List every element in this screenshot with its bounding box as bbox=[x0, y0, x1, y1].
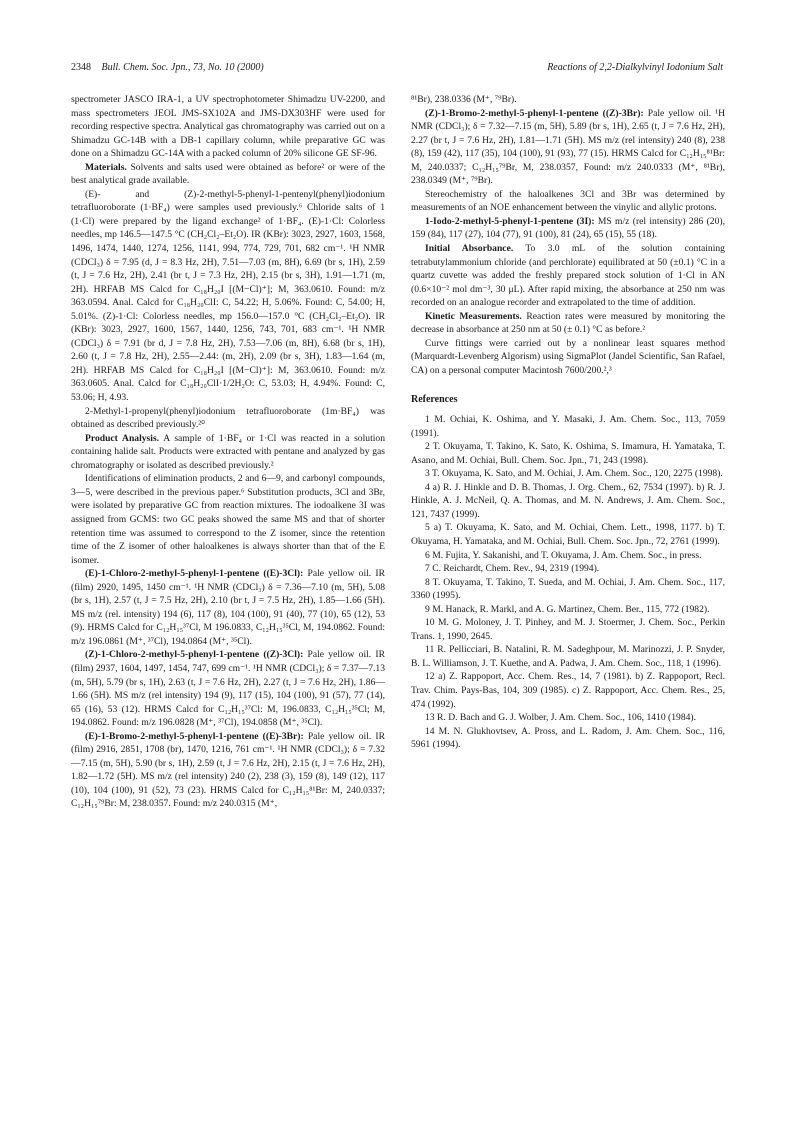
paragraph-instruments: spectrometer JASCO IRA-1, a UV spectrophotometer Shimadzu UV-2200, and mass spectrometers JEOL JMS-SX102A and JMS-DX303HF were used for recording respective spectra. Analytical gas chromatography was carried out on a Shimadzu GC-14B with a DB-1 capillary column, while preparative GC was done on a Shimadzu GC-14A with a packed column of 20% silicone GE SF-96. bbox=[71, 94, 385, 160]
running-title: Reactions of 2,2-Dialkylvinyl Iodonium Salt bbox=[547, 62, 723, 73]
reference-item: 14 M. N. Glukhovtsev, A. Pross, and L. Radom, J. Am. Chem. Soc., 116, 5961 (1994). bbox=[411, 725, 725, 751]
paragraph-salts: (E)- and (Z)-2-methyl-5-phenyl-1-pentenyl(phenyl)iodonium tetrafluoroborate (1·BF₄) were samples used previously.⁶ Chloride salts of 1 (1·Cl) were prepared by the ligand exchange² of 1·BF₄. (E)-1·Cl: Colorless needles, mp 146.5—147.5 °C (CH₂Cl₂–Et₂O). IR (KBr): 3023, 2927, 1603, 1568, 1496, 1474, 1440, 1274, 1256, 1141, 994, 774, 729, 701, 682 cm⁻¹. ¹H NMR (CDCl₃) δ = 7.95 (d, J = 8.3 Hz, 2H), 7.51—7.03 (m, 8H), 6.69 (br s, 1H), 2.59 (t, J = 7.6 Hz, 2H), 2.41 (br t, J = 7.3 Hz, 2H), 2.15 (br s, 3H), 1.91—1.71 (m, 2H). HRFAB MS Calcd for C₁₈H₂₀I [(M−Cl)⁺]; M, 363.0610. Found: m/z 363.0594. Anal. Calcd for C₁₈H₂₀ClI: C, 54.22; H, 5.06%. Found: C, 54.00; H, 5.01%. (Z)-1·Cl: Colorless needles, mp 156.0—157.0 °C (CH₂Cl₂–Et₂O). IR (KBr): 3023, 2927, 1600, 1567, 1440, 1256, 743, 701, 683 cm⁻¹. ¹H NMR (CDCl₃) δ = 7.91 (br d, J = 7.8 Hz, 2H), 7.53—7.06 (m, 8H), 6.68 (br s, 1H), 2.60 (t, J = 7.8 Hz, 2H), 2.55—2.44: (m, 2H), 2.09 (br s, 3H), 1.83—1.64 (m, 2H). HRFAB MS Calcd for C₁₈H₂₀I [(M−Cl)⁺]: M, 363.0610. Found: m/z 363.0605. Anal. Calcd for C₁₈H₂₀ClI·1/2H₂O: C, 53.03; H, 4.94%. Found: C, 53.06; H, 4.93. bbox=[71, 188, 385, 404]
right-column bbox=[411, 93, 725, 752]
compound-head-e3br: (E)-1-Bromo-2-methyl-5-phenyl-1-pentene ((E)-3Br): bbox=[85, 730, 304, 742]
materials-text: Solvents and salts used were obtained as before² or were of the best analytical grade available. bbox=[71, 161, 385, 187]
reference-item: 5 a) T. Okuyama, K. Sato, and M. Ochiai, Chem. Lett., 1998, 1177. b) T. Okuyama, H. Yamataka, and M. Ochiai, Bull. Chem. Soc. Jpn., 72, 2761 (1999). bbox=[411, 522, 725, 547]
paragraph-1m: 2-Methyl-1-propenyl(phenyl)iodonium tetrafluoroborate (1m·BF₄) was obtained as described previously.²⁰ bbox=[71, 405, 385, 431]
compound-text-e3br: Pale yellow oil. IR (film) 2916, 2851, 1708 (br), 1470, 1216, 761 cm⁻¹. ¹H NMR (CDCl₃); δ = 7.32—7.15 (m, 5H), 5.90 (br s, 1H), 2.59 (t, J = 7.6 Hz, 2H), 2.15 (t, J = 7.6 Hz, 2H), 1.82—1.72 (5H). MS m/z (rel intensity) 240 (2), 238 (3), 159 (8), 149 (12), 117 (10), 104 (100), 91 (52), 73 (23). HRMS Calcd for C₁₂H₁₅⁸¹Br: M, 240.0337; C₁₂H₁₅⁷⁹Br: M, 238.0357. Found: m/z 240.0315 (M⁺, bbox=[71, 730, 385, 810]
compound-text-z3br: Pale yellow oil. ¹H NMR (CDCl₃); δ = 7.32—7.15 (m, 5H), 5.89 (br s, 1H), 2.65 (t, J = 7.6 Hz, 2H), 2.27 (br t, J = 7.6 Hz, 2H), 1.81—1.71 (5H). MS m/z (rel intensity) 240 (8), 238 (8), 159 (42), 117 (35), 104 (100), 91 (93), 77 (15). HRMS Calcd for C₁₂H₁₅⁸¹Br: M, 240.0337; C₁₂H₁₅⁷⁹Br, M, 238.0357, Found: m/z 240.0333 (M⁺, ⁸¹Br), 238.0349 (M⁺, ⁷⁹Br). bbox=[411, 107, 725, 187]
reference-item: 10 M. G. Moloney, J. T. Pinhey, and M. J. Stoermer, J. Chem. Soc., Perkin Trans. 1, 1990, 2645. bbox=[411, 617, 725, 642]
reference-item: 2 T. Okuyama, T. Takino, K. Sato, K. Oshima, S. Imamura, H. Yamataka, T. Asano, and M. Ochiai, Bull. Chem. Soc. Jpn., 71, 243 (1998). bbox=[411, 441, 725, 466]
paragraph-product-analysis bbox=[71, 432, 385, 473]
compound-head-z3cl: (Z)-1-Chloro-2-methyl-5-phenyl-1-pentene ((Z)-3Cl): bbox=[85, 649, 304, 661]
running-header bbox=[71, 62, 723, 76]
product-analysis-text: A sample of 1·BF₄ or 1·Cl was reacted in a solution containing halide salt. Products were extracted with pentane and analyzed by gas chromatography or isolated as described previously.² bbox=[71, 432, 385, 471]
reference-item: 6 M. Fujita, Y. Sakanishi, and T. Okuyama, J. Am. Chem. Soc., in press. bbox=[425, 549, 702, 561]
reference-item: 11 R. Pellicciari, B. Natalini, R. M. Sadeghpour, M. Marinozzi, J. P. Snyder, B. L. Williamson, J. T. Kuethe, and A. Padwa, J. Am. Chem. Soc., 118, 1 (1996). bbox=[411, 644, 725, 669]
compound-head-z3br: (Z)-1-Bromo-2-methyl-5-phenyl-1-pentene ((Z)-3Br): bbox=[425, 107, 644, 119]
compound-text-3i: MS m/z (rel intensity) 286 (20), 159 (84), 117 (27), 104 (77), 91 (100), 81 (24), 65 (15), 55 (18). bbox=[411, 215, 725, 241]
journal-citation: Bull. Chem. Soc. Jpn., 73, No. 10 (2000) bbox=[101, 62, 264, 73]
page-number: 2348 bbox=[71, 62, 91, 73]
section-head-kinetic: Kinetic Measurements. bbox=[425, 310, 522, 322]
reference-item: 8 T. Okuyama, T. Takino, T. Sueda, and M. Ochiai, J. Am. Chem. Soc., 117, 3360 (1995). bbox=[411, 576, 725, 602]
paragraph-kinetic bbox=[411, 310, 725, 337]
paragraph-e3cl bbox=[71, 567, 385, 648]
compound-head-e3cl: (E)-1-Chloro-2-methyl-5-phenyl-1-pentene ((E)-3Cl): bbox=[85, 568, 304, 580]
reference-item: 12 a) Z. Rappoport, Acc. Chem. Res., 14, 7 (1981). b) Z. Rappoport, Recl. Trav. Chim. Pays-Bas, 104, 309 (1985). c) Z. Rappoport, Acc. Chem. Res., 25, 474 (1992). bbox=[411, 671, 725, 710]
reference-item: 3 T. Okuyama, K. Sato, and M. Ochiai, J. Am. Chem. Soc., 120, 2275 (1998). bbox=[425, 468, 723, 480]
reference-item: 7 C. Reichardt, Chem. Rev., 94, 2319 (1994). bbox=[425, 563, 600, 575]
left-column bbox=[71, 93, 385, 811]
paragraph-continued: ⁸¹Br), 238.0336 (M⁺, ⁷⁹Br). bbox=[411, 94, 517, 105]
paragraph-stereochemistry: Stereochemistry of the haloalkenes 3Cl and 3Br was determined by measurements of an NOE enhancement between the vinylic and allylic protons. bbox=[411, 188, 725, 214]
section-head-initial-absorbance: Initial Absorbance. bbox=[425, 243, 514, 255]
section-head-materials: Materials. bbox=[85, 161, 127, 173]
paragraph-3i bbox=[411, 215, 725, 242]
reference-item: 1 M. Ochiai, K. Oshima, and Y. Masaki, J. Am. Chem. Soc., 113, 7059 (1991). bbox=[411, 414, 725, 439]
compound-text-z3cl: Pale yellow oil. IR (film) 2937, 1604, 1497, 1454, 747, 699 cm⁻¹. ¹H NMR (CDCl₃); δ = 7.37—7.13 (m, 5H), 5.79 (br s, 1H), 2.63 (t, J = 7.6 Hz, 2H), 2.27 (t, J = 7.6 Hz, 2H), 1.86—1.66 (5H). MS m/z (rel intensity) 194 (9), 117 (15), 104 (100), 91 (57), 77 (14), 65 (16), 53 (12). HRMS Calcd for C₁₂H₁₅³⁷Cl: M, 196.0833, C₁₂H₁₅³⁵Cl; M, 194.0862. Found: m/z 196.0828 (M⁺, ³⁷Cl), 194.0858 (M⁺, ³⁵Cl). bbox=[71, 649, 386, 729]
paragraph-curve-fitting: Curve fittings were carried out by a nonlinear least squares method (Marquardt-Levenberg Algorism) using SigmaPlot (Jandel Scientific, San Rafael, CA) on a personal computer Macintosh 7600/200.²,³ bbox=[411, 337, 725, 376]
initial-absorbance-text: To 3.0 mL of the solution containing tetrabutylammonium chloride (and perchlorate) equilibrated at 50 (±0.1) °C in a quartz cuvette was added the freshly prepared stock solution of 1·Cl in AN (0.6×10⁻² mol dm⁻³, 30 μL). After rapid mixing, the absorbance at 250 nm was recorded on an analogue recorder and extrapolated to the time of addition. bbox=[411, 243, 725, 309]
references-heading: References bbox=[411, 394, 458, 406]
paragraph-z3cl bbox=[71, 648, 385, 729]
kinetic-text: Reaction rates were measured by monitoring the decrease in absorbance at 250 nm at 50 (± 0.1) °C as before.² bbox=[411, 310, 725, 336]
reference-item: 9 M. Hanack, R. Markl, and A. G. Martinez, Chem. Ber., 115, 772 (1982). bbox=[425, 603, 710, 615]
section-head-product-analysis: Product Analysis. bbox=[85, 432, 160, 444]
paragraph-initial-absorbance bbox=[411, 242, 725, 310]
paragraph-identifications: Identifications of elimination products, 2 and 6—9, and carbonyl compounds, 3—5, were described in the previous paper.⁶ Substitution products, 3Cl and 3Br, were isolated by preparative GC from reaction mixtures. The iodoalkene 3I was assigned from GCMS: two GC peaks showed the same MS and that of shorter retention time was assumed to correspond to the Z isomer, since the retention time of the Z isomer of other haloalkenes is always shorter than that of the E isomer. bbox=[71, 473, 385, 566]
reference-item: 13 R. D. Bach and G. J. Wolber, J. Am. Chem. Soc., 106, 1410 (1984). bbox=[425, 712, 697, 724]
references-list bbox=[411, 413, 725, 752]
compound-head-3i: 1-Iodo-2-methyl-5-phenyl-1-pentene (3I): bbox=[425, 215, 595, 227]
compound-text-e3cl: Pale yellow oil. IR (film) 2920, 1495, 1450 cm⁻¹. ¹H NMR (CDCl₃) δ = 7.36—7.10 (m, 5H), 5.08 (br s, 1H), 2.57 (t, J = 7.5 Hz, 2H), 2.10 (br t, J = 7.5 Hz, 2H), 1.85—1.66 (5H). MS m/z (rel. intensity) 194 (6), 117 (8), 104 (100), 91 (40), 77 (10), 65 (12), 53 (9). HRMS Calcd for C₁₂H₁₅³⁷Cl, M 196.0833, C₁₂H₁₅³⁵Cl, M, 194.0862. Found: m/z 196.0861 (M⁺, ³⁷Cl), 194.0864 (M⁺, ³⁵Cl). bbox=[71, 568, 386, 647]
reference-item: 4 a) R. J. Hinkle and D. B. Thomas, J. Org. Chem., 62, 7534 (1997). b) R. J. Hinkle, A. J. McNeil, Q. A. Thomas, and M. N. Andrews, J. Am. Chem. Soc., 121, 7437 (1999). bbox=[411, 481, 725, 520]
paragraph-materials bbox=[71, 161, 385, 188]
header-left bbox=[71, 62, 264, 73]
paragraph-z3br bbox=[411, 107, 725, 188]
paragraph-e3br bbox=[71, 730, 385, 811]
